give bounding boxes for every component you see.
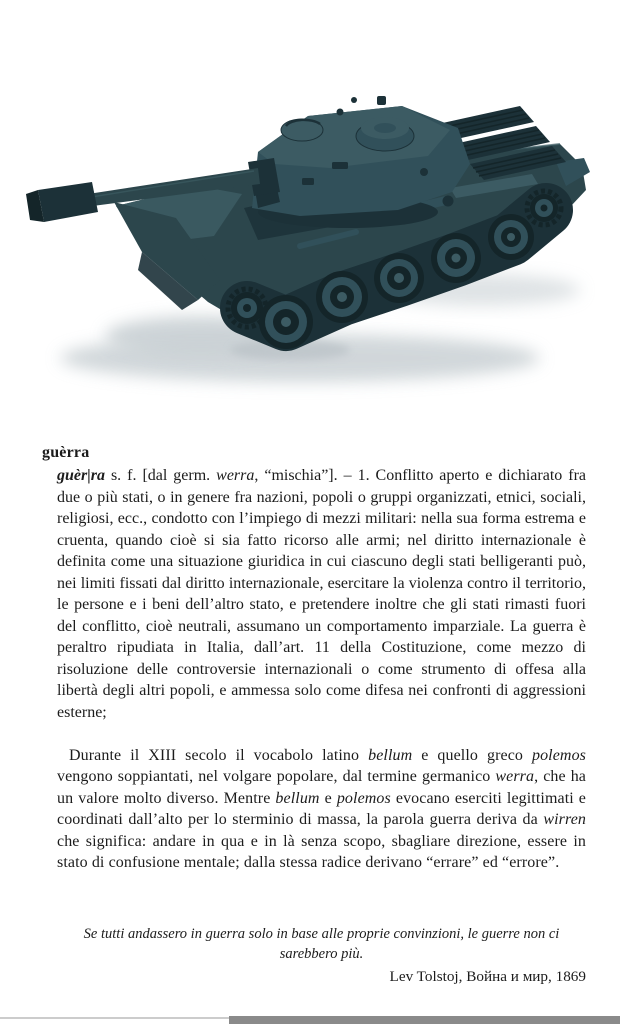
quote-text: Se tutti andassero in guerra solo in base alle proprie convinzioni, le guerre non ci sarebbero più. <box>83 926 560 962</box>
muzzle-brake <box>38 182 98 222</box>
tank-illustration <box>0 40 620 400</box>
footer-thin-line <box>0 1017 229 1019</box>
headword: guèrra <box>42 444 90 461</box>
dictionary-entry <box>42 443 586 874</box>
tank-photo <box>0 40 620 400</box>
road-wheel <box>259 295 313 349</box>
etymology-paragraph: Durante il XIII secolo il vocabolo latino bellum e quello greco polemos vengono soppiantati, nel volgare popolare, dal termine germanico werra, che ha un valore molto diverso. Mentre bellum e polemos evocano eserciti legittimati e coordinati dall’alto per lo sterminio di massa, la parola guerra deriva da wirren che significa: andare in qua e in là senza scopo, sbagliare direzione, essere in stato di confusione mentale; dalla stessa radice derivano “errare” ed “errore”. <box>57 746 587 872</box>
quote-block <box>42 924 586 987</box>
turret-hatch <box>281 119 323 141</box>
definition-paragraph: guèr|ra s. f. [dal germ. werra, “mischia”]. – 1. Conflitto aperto e dichiarato fra due o più stati, o in genere fra nazioni, popoli o gruppi organizzati, etnici, sociali, religiosi, ecc., condotto con l’impiego di mezzi militari: nella sua forma estrema e cruenta, quando cioè si sia fatto ricorso alle armi; nel diritto internazionale è definita come una situazione giuridica in cui ciascuno degli stati belligeranti può, nei limiti fissati dal diritto internazionale, esercitare la violenza contro il territorio, le persone e i beni dell’altro stato, e pretendere inoltre che gli stati rimasti fuori del conflitto, cioè neutrali, assumano un comportamento imparziale. La guerra è peraltro ripudiata in Italia, dall’art. 11 della Costituzione, come mezzo di risoluzione delle controversie internazionali o come strumento di offesa alla libertà degli altri popoli, e ammessa solo come difesa nei confronti di aggressioni esterne; <box>57 467 586 722</box>
footer-gray-bar <box>229 1016 620 1024</box>
road-wheel <box>431 233 481 283</box>
quote-attribution: Lev Tolstoj, Война и мир, 1869 <box>389 968 586 985</box>
antenna-mount <box>377 96 386 105</box>
road-wheel <box>374 253 424 303</box>
road-wheel <box>488 214 534 260</box>
road-wheel <box>316 271 368 323</box>
